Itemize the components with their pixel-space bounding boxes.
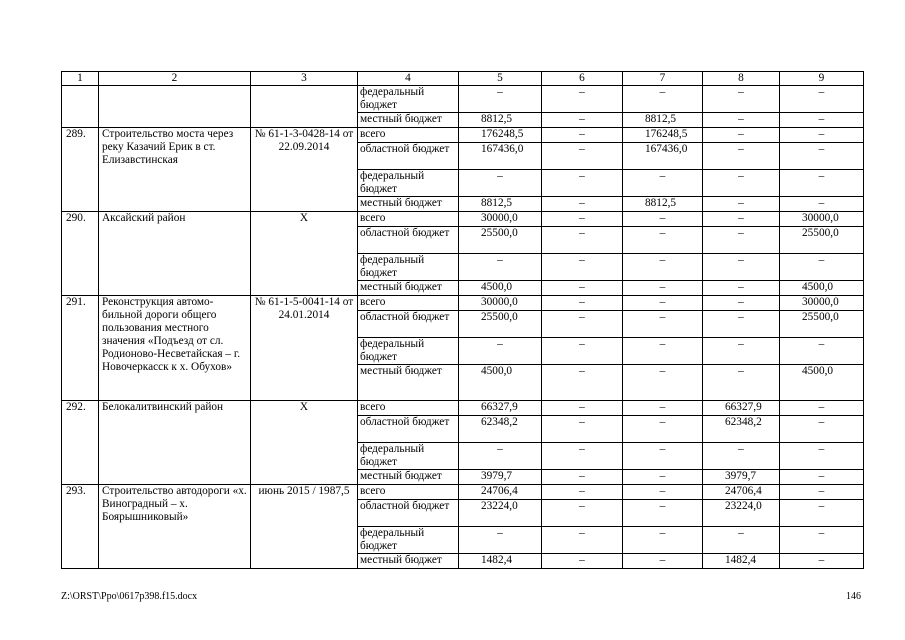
value-cell: 8812,5	[459, 113, 542, 128]
value-cell: –	[703, 443, 780, 470]
budget-label: всего	[358, 128, 459, 143]
table-row	[62, 401, 864, 416]
value-cell: –	[780, 113, 864, 128]
value-cell: 3979,7	[703, 470, 780, 485]
value-cell: 23224,0	[459, 500, 542, 527]
page-number: 146	[846, 591, 861, 602]
value-cell: –	[542, 365, 623, 401]
value-cell: –	[542, 443, 623, 470]
value-cell: 30000,0	[459, 296, 542, 311]
row-index: 289.	[62, 128, 99, 212]
value-cell: 24706,4	[703, 485, 780, 500]
budget-label: местный бюджет	[358, 113, 459, 128]
value-cell: 1482,4	[459, 554, 542, 569]
header-cell: 7	[623, 72, 703, 86]
value-cell: 25500,0	[780, 227, 864, 254]
header-cell: 1	[62, 72, 99, 86]
budget-table	[61, 71, 864, 569]
header-cell: 5	[459, 72, 542, 86]
value-cell: –	[703, 86, 780, 113]
value-cell: 23224,0	[703, 500, 780, 527]
value-cell: 176248,5	[623, 128, 703, 143]
value-cell: –	[542, 170, 623, 197]
value-cell: –	[459, 170, 542, 197]
value-cell: –	[780, 443, 864, 470]
value-cell: –	[542, 470, 623, 485]
value-cell: –	[623, 365, 703, 401]
value-cell: –	[623, 227, 703, 254]
value-cell: –	[703, 338, 780, 365]
value-cell: –	[703, 197, 780, 212]
value-cell: –	[542, 86, 623, 113]
value-cell: 62348,2	[459, 416, 542, 443]
value-cell: 4500,0	[459, 365, 542, 401]
value-cell: –	[703, 365, 780, 401]
header-cell: 2	[99, 72, 251, 86]
budget-label: местный бюджет	[358, 470, 459, 485]
value-cell: –	[780, 554, 864, 569]
value-cell: 25500,0	[459, 227, 542, 254]
value-cell: –	[459, 443, 542, 470]
value-cell: –	[703, 281, 780, 296]
value-cell: –	[623, 485, 703, 500]
value-cell: 8812,5	[623, 113, 703, 128]
value-cell: 30000,0	[459, 212, 542, 227]
reference: Х	[251, 401, 358, 485]
value-cell: 176248,5	[459, 128, 542, 143]
row-index: 290.	[62, 212, 99, 296]
value-cell: –	[542, 128, 623, 143]
value-cell: –	[780, 197, 864, 212]
value-cell: –	[623, 500, 703, 527]
budget-label: федеральный бюджет	[358, 527, 459, 554]
reference: № 61-1-3-0428-14 от 22.09.2014	[251, 128, 358, 212]
value-cell: –	[623, 212, 703, 227]
header-cell: 4	[358, 72, 459, 86]
value-cell: –	[623, 254, 703, 281]
value-cell: –	[780, 170, 864, 197]
value-cell: –	[623, 416, 703, 443]
value-cell: –	[780, 470, 864, 485]
value-cell: –	[703, 170, 780, 197]
budget-label: областной бюджет	[358, 311, 459, 338]
value-cell: –	[623, 470, 703, 485]
value-cell: –	[703, 296, 780, 311]
value-cell: –	[459, 254, 542, 281]
value-cell: –	[623, 170, 703, 197]
value-cell: –	[542, 311, 623, 338]
budget-label: федеральный бюджет	[358, 443, 459, 470]
budget-label: местный бюджет	[358, 554, 459, 569]
budget-label: местный бюджет	[358, 197, 459, 212]
value-cell: –	[542, 197, 623, 212]
value-cell: –	[703, 212, 780, 227]
budget-label: всего	[358, 212, 459, 227]
value-cell: 24706,4	[459, 485, 542, 500]
object-name: Белокалитвинский район	[99, 401, 251, 485]
object-name: Реконструкция автомо-бильной дороги общего пользования местного значения «Подъезд от сл. Родионово-Несветайская – г. Новочеркасск к х. Обухов»	[99, 296, 251, 401]
budget-label: всего	[358, 485, 459, 500]
value-cell: –	[780, 485, 864, 500]
value-cell: –	[542, 296, 623, 311]
value-cell: –	[780, 143, 864, 170]
value-cell: 66327,9	[459, 401, 542, 416]
value-cell: –	[780, 401, 864, 416]
value-cell: 25500,0	[780, 311, 864, 338]
header-cell: 9	[780, 72, 864, 86]
value-cell: –	[542, 554, 623, 569]
value-cell: –	[780, 500, 864, 527]
value-cell: 1482,4	[703, 554, 780, 569]
table-row	[62, 485, 864, 500]
value-cell: –	[542, 212, 623, 227]
budget-label: местный бюджет	[358, 365, 459, 401]
row-index: 293.	[62, 485, 99, 569]
table-row	[62, 128, 864, 143]
value-cell: –	[623, 338, 703, 365]
object-name: Строительство автодороги «х. Виноградный – х. Боярышниковый»	[99, 485, 251, 569]
value-cell: –	[623, 296, 703, 311]
value-cell: 66327,9	[703, 401, 780, 416]
budget-label: всего	[358, 296, 459, 311]
reference: № 61-1-5-0041-14 от 24.01.2014	[251, 296, 358, 401]
header-cell: 3	[251, 72, 358, 86]
value-cell: –	[542, 281, 623, 296]
value-cell: 4500,0	[459, 281, 542, 296]
value-cell: –	[542, 527, 623, 554]
value-cell: –	[623, 311, 703, 338]
value-cell: –	[623, 281, 703, 296]
value-cell: –	[703, 254, 780, 281]
value-cell: 4500,0	[780, 281, 864, 296]
row-index: 291.	[62, 296, 99, 401]
budget-label: федеральный бюджет	[358, 86, 459, 113]
budget-label: областной бюджет	[358, 227, 459, 254]
row-index: 292.	[62, 401, 99, 485]
value-cell: –	[459, 86, 542, 113]
value-cell: –	[542, 113, 623, 128]
value-cell: –	[542, 143, 623, 170]
reference: июнь 2015 / 1987,5	[251, 485, 358, 569]
budget-label: федеральный бюджет	[358, 170, 459, 197]
object-name: Строительство моста через реку Казачий Ерик в ст. Елизавстинская	[99, 128, 251, 212]
value-cell: 8812,5	[459, 197, 542, 212]
file-path: Z:\ORST\Ppo\0617p398.f15.docx	[61, 591, 198, 602]
index-cell	[62, 86, 99, 128]
value-cell: 3979,7	[459, 470, 542, 485]
table-row	[62, 86, 864, 113]
reference: Х	[251, 212, 358, 296]
table-row	[62, 296, 864, 311]
header-cell: 8	[703, 72, 780, 86]
budget-label: областной бюджет	[358, 500, 459, 527]
value-cell: –	[542, 500, 623, 527]
value-cell: –	[542, 338, 623, 365]
value-cell: –	[780, 527, 864, 554]
value-cell: –	[623, 443, 703, 470]
value-cell: –	[703, 128, 780, 143]
value-cell: –	[780, 128, 864, 143]
budget-label: областной бюджет	[358, 416, 459, 443]
value-cell: –	[542, 416, 623, 443]
value-cell: 4500,0	[780, 365, 864, 401]
value-cell: –	[703, 227, 780, 254]
header-cell: 6	[542, 72, 623, 86]
table-row	[62, 212, 864, 227]
value-cell: –	[780, 254, 864, 281]
budget-label: местный бюджет	[358, 281, 459, 296]
value-cell: –	[542, 227, 623, 254]
value-cell: –	[542, 401, 623, 416]
budget-label: областной бюджет	[358, 143, 459, 170]
value-cell: –	[780, 338, 864, 365]
value-cell: –	[703, 311, 780, 338]
value-cell: –	[459, 338, 542, 365]
value-cell: –	[542, 254, 623, 281]
value-cell: –	[703, 113, 780, 128]
value-cell: –	[703, 527, 780, 554]
value-cell: –	[623, 401, 703, 416]
value-cell: –	[780, 86, 864, 113]
value-cell: –	[623, 527, 703, 554]
value-cell: –	[623, 86, 703, 113]
value-cell: 30000,0	[780, 296, 864, 311]
value-cell: 167436,0	[459, 143, 542, 170]
value-cell: –	[780, 416, 864, 443]
object-name: Аксайский район	[99, 212, 251, 296]
budget-label: всего	[358, 401, 459, 416]
budget-label: федеральный бюджет	[358, 338, 459, 365]
value-cell: 30000,0	[780, 212, 864, 227]
value-cell: 167436,0	[623, 143, 703, 170]
header-row	[62, 72, 864, 86]
value-cell: 8812,5	[623, 197, 703, 212]
value-cell: 25500,0	[459, 311, 542, 338]
value-cell: –	[542, 485, 623, 500]
value-cell: 62348,2	[703, 416, 780, 443]
name-cell	[99, 86, 251, 128]
budget-label: федеральный бюджет	[358, 254, 459, 281]
ref-cell	[251, 86, 358, 128]
value-cell: –	[623, 554, 703, 569]
value-cell: –	[703, 143, 780, 170]
value-cell: –	[459, 527, 542, 554]
